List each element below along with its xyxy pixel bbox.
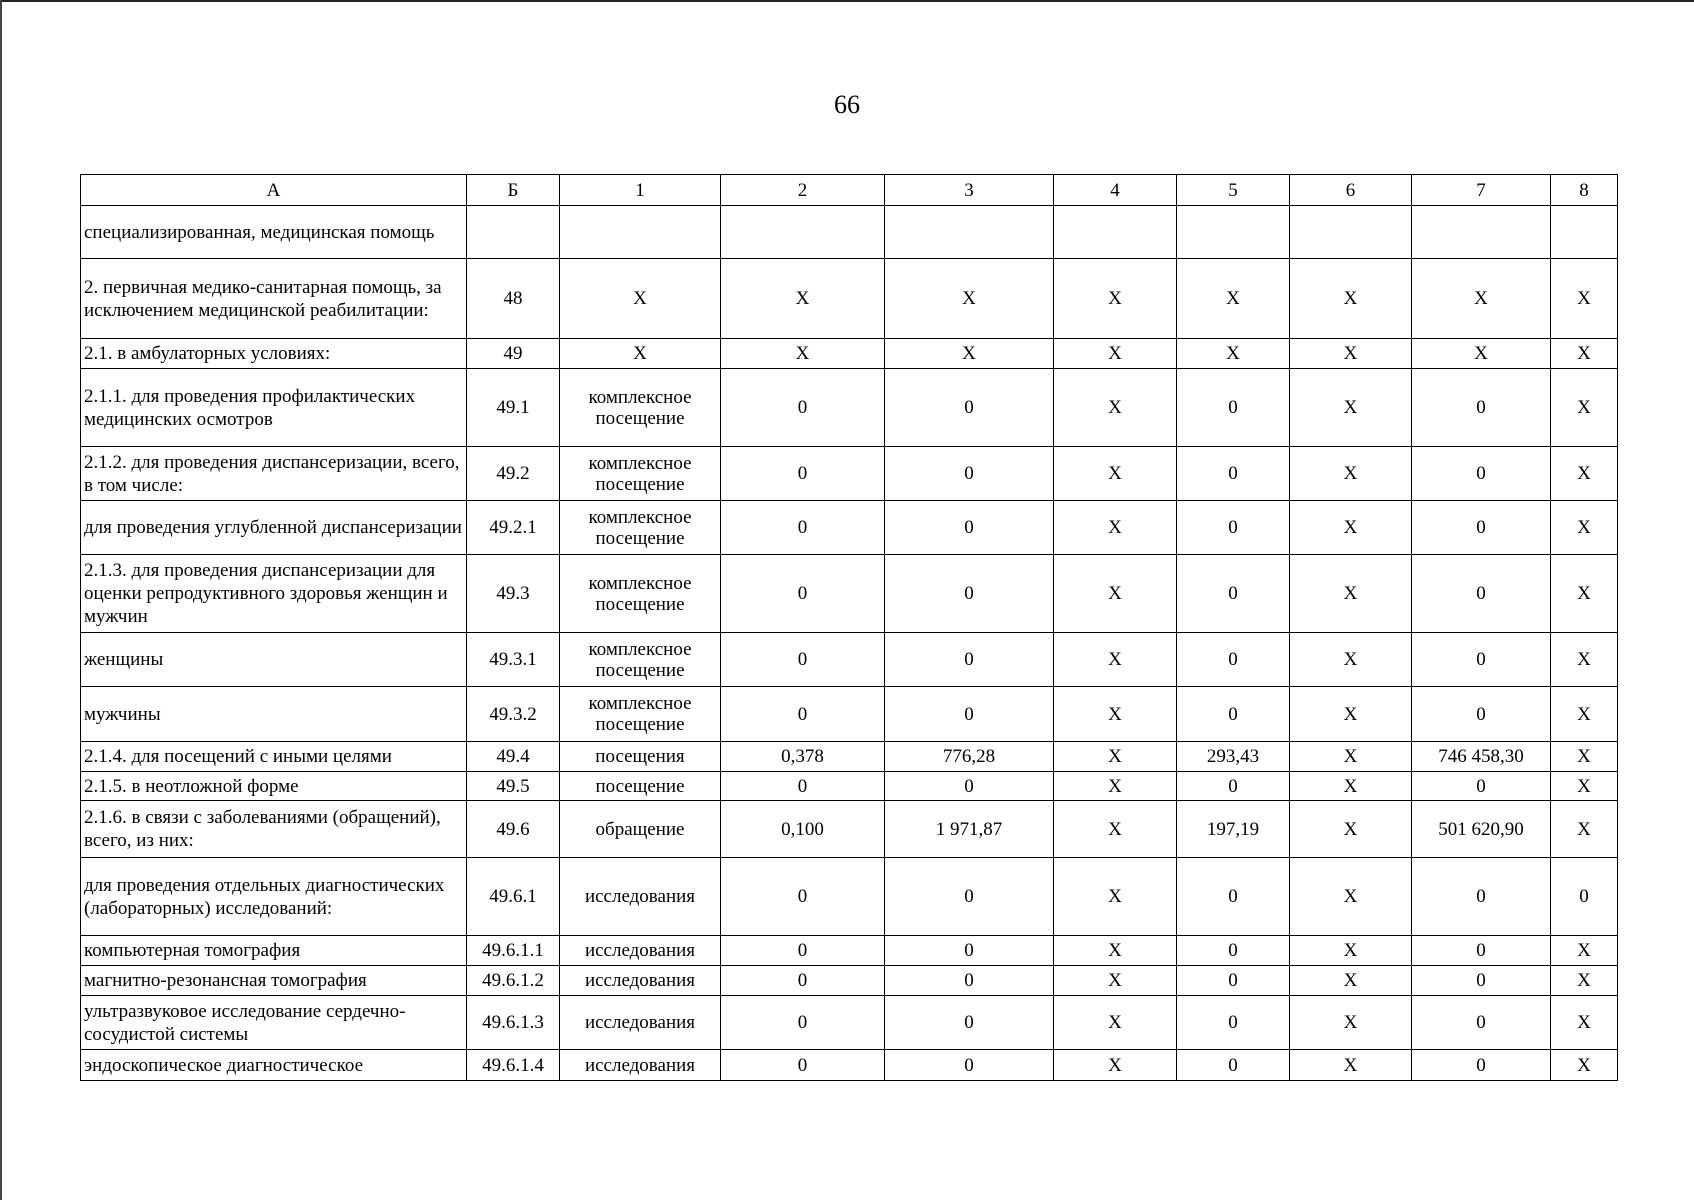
cell-col-2: X	[721, 259, 885, 339]
row-label: 2.1.5. в неотложной форме	[81, 772, 467, 801]
cell-col-7: 0	[1412, 772, 1551, 801]
cell-col-5: 0	[1177, 687, 1290, 742]
row-unit: комплексное посещение	[560, 369, 721, 447]
cell-col-6: X	[1290, 936, 1412, 966]
row-label: для проведения углубленной диспансеризации	[81, 501, 467, 555]
row-unit: исследования	[560, 936, 721, 966]
cell-col-4: X	[1054, 555, 1177, 633]
cell-col-8: X	[1551, 259, 1618, 339]
cell-col-8: X	[1551, 369, 1618, 447]
table-row	[81, 369, 1618, 447]
row-unit: посещение	[560, 772, 721, 801]
row-unit: исследования	[560, 1050, 721, 1081]
row-label: компьютерная томография	[81, 936, 467, 966]
cell-col-8	[1551, 206, 1618, 259]
cell-col-8: X	[1551, 501, 1618, 555]
cell-col-5: 0	[1177, 996, 1290, 1050]
cell-col-2: X	[721, 339, 885, 369]
table-row	[81, 555, 1618, 633]
table-row	[81, 858, 1618, 936]
cell-col-2: 0	[721, 447, 885, 501]
cell-col-2: 0	[721, 369, 885, 447]
cell-col-5: 0	[1177, 369, 1290, 447]
cell-col-8: X	[1551, 801, 1618, 858]
cell-col-2: 0	[721, 501, 885, 555]
cell-col-7	[1412, 206, 1551, 259]
page-number: 66	[834, 90, 860, 119]
cell-col-2: 0	[721, 858, 885, 936]
row-unit: комплексное посещение	[560, 501, 721, 555]
cell-col-2: 0	[721, 966, 885, 996]
cell-col-5: 0	[1177, 555, 1290, 633]
cell-col-3: 0	[885, 633, 1054, 687]
cell-col-8: X	[1551, 772, 1618, 801]
cell-col-6: X	[1290, 858, 1412, 936]
row-code: 49.2.1	[467, 501, 560, 555]
row-unit: обращение	[560, 801, 721, 858]
cell-col-5: 0	[1177, 633, 1290, 687]
header-row	[81, 175, 1618, 206]
cell-col-4: X	[1054, 936, 1177, 966]
cell-col-3: 0	[885, 555, 1054, 633]
data-table	[80, 174, 1618, 1081]
cell-col-6: X	[1290, 772, 1412, 801]
cell-col-3: X	[885, 259, 1054, 339]
cell-col-3: 776,28	[885, 742, 1054, 772]
cell-col-2: 0	[721, 936, 885, 966]
row-code: 49.6.1.1	[467, 936, 560, 966]
cell-col-6: X	[1290, 996, 1412, 1050]
cell-col-5: 0	[1177, 772, 1290, 801]
row-code: 49.1	[467, 369, 560, 447]
table-row	[81, 206, 1618, 259]
table-row	[81, 687, 1618, 742]
cell-col-3: X	[885, 339, 1054, 369]
cell-col-8: X	[1551, 687, 1618, 742]
col-header-6: 6	[1290, 175, 1412, 206]
row-label: для проведения отдельных диагностических (лабораторных) исследований:	[81, 858, 467, 936]
cell-col-5: 0	[1177, 858, 1290, 936]
col-header-4: 4	[1054, 175, 1177, 206]
cell-col-7: 0	[1412, 858, 1551, 936]
row-unit: X	[560, 259, 721, 339]
cell-col-2: 0	[721, 555, 885, 633]
cell-col-7: 0	[1412, 555, 1551, 633]
col-header-a: А	[81, 175, 467, 206]
cell-col-2	[721, 206, 885, 259]
table-row	[81, 742, 1618, 772]
row-code: 49.3.1	[467, 633, 560, 687]
row-label: 2.1.3. для проведения диспансеризации для оценки репродуктивного здоровья женщин и мужчин	[81, 555, 467, 633]
row-code: 49.4	[467, 742, 560, 772]
row-label: 2.1.4. для посещений с иными целями	[81, 742, 467, 772]
cell-col-5: 0	[1177, 966, 1290, 996]
row-unit: комплексное посещение	[560, 687, 721, 742]
row-code: 49	[467, 339, 560, 369]
cell-col-5: 0	[1177, 936, 1290, 966]
cell-col-3: 0	[885, 1050, 1054, 1081]
row-code: 49.6.1	[467, 858, 560, 936]
cell-col-3: 0	[885, 687, 1054, 742]
cell-col-2: 0	[721, 772, 885, 801]
cell-col-2: 0	[721, 1050, 885, 1081]
cell-col-7: 0	[1412, 633, 1551, 687]
col-header-5: 5	[1177, 175, 1290, 206]
cell-col-6: X	[1290, 447, 1412, 501]
cell-col-4: X	[1054, 501, 1177, 555]
cell-col-4: X	[1054, 339, 1177, 369]
row-unit: комплексное посещение	[560, 555, 721, 633]
scan-edge-left	[0, 0, 2, 1200]
cell-col-8: X	[1551, 996, 1618, 1050]
cell-col-2: 0,100	[721, 801, 885, 858]
cell-col-3	[885, 206, 1054, 259]
cell-col-3: 0	[885, 936, 1054, 966]
cell-col-7: 0	[1412, 966, 1551, 996]
row-unit: комплексное посещение	[560, 633, 721, 687]
cell-col-8: X	[1551, 966, 1618, 996]
cell-col-4: X	[1054, 1050, 1177, 1081]
col-header-8: 8	[1551, 175, 1618, 206]
scan-edge-top	[0, 0, 1694, 2]
row-unit	[560, 206, 721, 259]
cell-col-5: 0	[1177, 501, 1290, 555]
cell-col-5: 197,19	[1177, 801, 1290, 858]
table-row	[81, 259, 1618, 339]
cell-col-4: X	[1054, 687, 1177, 742]
cell-col-4: X	[1054, 633, 1177, 687]
table-row	[81, 339, 1618, 369]
row-code: 49.5	[467, 772, 560, 801]
cell-col-2: 0	[721, 687, 885, 742]
cell-col-7: 0	[1412, 369, 1551, 447]
cell-col-2: 0,378	[721, 742, 885, 772]
cell-col-7: X	[1412, 259, 1551, 339]
row-code: 48	[467, 259, 560, 339]
cell-col-7: X	[1412, 339, 1551, 369]
cell-col-8: X	[1551, 633, 1618, 687]
row-code: 49.6.1.2	[467, 966, 560, 996]
col-header-3: 3	[885, 175, 1054, 206]
cell-col-3: 0	[885, 501, 1054, 555]
cell-col-8: X	[1551, 1050, 1618, 1081]
row-label: специализированная, медицинская помощь	[81, 206, 467, 259]
row-unit: исследования	[560, 966, 721, 996]
table-row	[81, 447, 1618, 501]
row-code: 49.2	[467, 447, 560, 501]
cell-col-7: 0	[1412, 687, 1551, 742]
table-row	[81, 633, 1618, 687]
cell-col-6: X	[1290, 501, 1412, 555]
cell-col-5: 0	[1177, 447, 1290, 501]
cell-col-6: X	[1290, 633, 1412, 687]
cell-col-3: 0	[885, 996, 1054, 1050]
cell-col-5	[1177, 206, 1290, 259]
cell-col-3: 0	[885, 772, 1054, 801]
cell-col-7: 0	[1412, 936, 1551, 966]
row-unit: посещения	[560, 742, 721, 772]
cell-col-6	[1290, 206, 1412, 259]
cell-col-7: 0	[1412, 501, 1551, 555]
row-code: 49.3	[467, 555, 560, 633]
col-header-1: 1	[560, 175, 721, 206]
table-row	[81, 996, 1618, 1050]
cell-col-6: X	[1290, 687, 1412, 742]
cell-col-8: X	[1551, 339, 1618, 369]
cell-col-4: X	[1054, 447, 1177, 501]
cell-col-4: X	[1054, 772, 1177, 801]
row-unit: комплексное посещение	[560, 447, 721, 501]
cell-col-6: X	[1290, 742, 1412, 772]
cell-col-8: X	[1551, 742, 1618, 772]
cell-col-8: X	[1551, 555, 1618, 633]
cell-col-7: 0	[1412, 1050, 1551, 1081]
table-row	[81, 1050, 1618, 1081]
cell-col-8: X	[1551, 936, 1618, 966]
row-unit: исследования	[560, 858, 721, 936]
table-row	[81, 801, 1618, 858]
cell-col-3: 0	[885, 447, 1054, 501]
table-row	[81, 772, 1618, 801]
row-label: эндоскопическое диагностическое	[81, 1050, 467, 1081]
cell-col-4: X	[1054, 259, 1177, 339]
cell-col-6: X	[1290, 555, 1412, 633]
cell-col-5: 293,43	[1177, 742, 1290, 772]
cell-col-4: X	[1054, 996, 1177, 1050]
row-label: 2.1. в амбулаторных условиях:	[81, 339, 467, 369]
cell-col-4: X	[1054, 801, 1177, 858]
row-label: мужчины	[81, 687, 467, 742]
cell-col-6: X	[1290, 801, 1412, 858]
cell-col-4: X	[1054, 742, 1177, 772]
row-code: 49.3.2	[467, 687, 560, 742]
row-label: 2.1.2. для проведения диспансеризации, всего, в том числе:	[81, 447, 467, 501]
cell-col-3: 0	[885, 858, 1054, 936]
cell-col-4: X	[1054, 369, 1177, 447]
row-label: 2.1.6. в связи с заболеваниями (обращений), всего, из них:	[81, 801, 467, 858]
cell-col-5: 0	[1177, 1050, 1290, 1081]
row-label: 2.1.1. для проведения профилактических медицинских осмотров	[81, 369, 467, 447]
row-code: 49.6.1.4	[467, 1050, 560, 1081]
cell-col-6: X	[1290, 259, 1412, 339]
cell-col-7: 501 620,90	[1412, 801, 1551, 858]
row-label: ультразвуковое исследование сердечно-сосудистой системы	[81, 996, 467, 1050]
cell-col-3: 0	[885, 966, 1054, 996]
cell-col-3: 1 971,87	[885, 801, 1054, 858]
row-unit: исследования	[560, 996, 721, 1050]
row-unit: X	[560, 339, 721, 369]
row-label: магнитно-резонансная томография	[81, 966, 467, 996]
cell-col-5: X	[1177, 259, 1290, 339]
cell-col-8: X	[1551, 447, 1618, 501]
table-row	[81, 936, 1618, 966]
table-row	[81, 966, 1618, 996]
cell-col-7: 746 458,30	[1412, 742, 1551, 772]
cell-col-5: X	[1177, 339, 1290, 369]
row-label: женщины	[81, 633, 467, 687]
cell-col-3: 0	[885, 369, 1054, 447]
cell-col-2: 0	[721, 996, 885, 1050]
cell-col-6: X	[1290, 966, 1412, 996]
col-header-b: Б	[467, 175, 560, 206]
cell-col-2: 0	[721, 633, 885, 687]
cell-col-7: 0	[1412, 447, 1551, 501]
row-label: 2. первичная медико-санитарная помощь, за исключением медицинской реабилитации:	[81, 259, 467, 339]
cell-col-7: 0	[1412, 996, 1551, 1050]
col-header-7: 7	[1412, 175, 1551, 206]
row-code: 49.6.1.3	[467, 996, 560, 1050]
col-header-2: 2	[721, 175, 885, 206]
table-row	[81, 501, 1618, 555]
cell-col-4: X	[1054, 858, 1177, 936]
cell-col-8: 0	[1551, 858, 1618, 936]
cell-col-4: X	[1054, 966, 1177, 996]
cell-col-4	[1054, 206, 1177, 259]
cell-col-6: X	[1290, 369, 1412, 447]
row-code	[467, 206, 560, 259]
cell-col-6: X	[1290, 1050, 1412, 1081]
row-code: 49.6	[467, 801, 560, 858]
cell-col-6: X	[1290, 339, 1412, 369]
